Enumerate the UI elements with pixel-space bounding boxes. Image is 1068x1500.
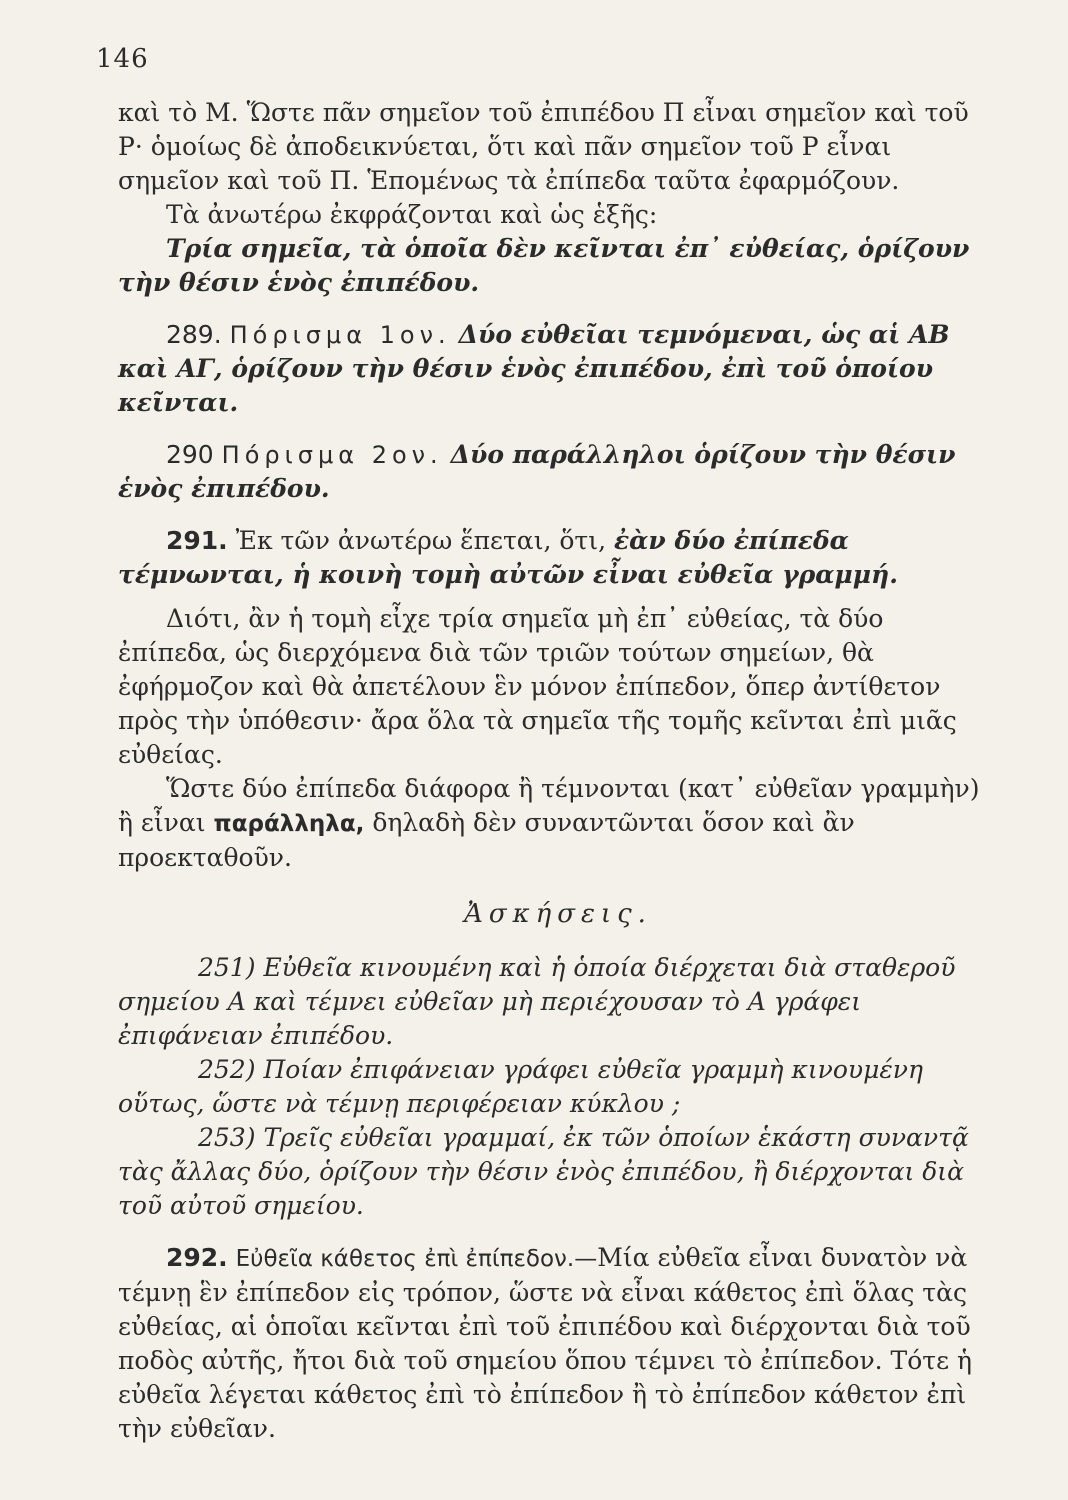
corollary-label: Πόρισμα 1ον. [229,321,451,349]
exercises-heading: Ἀσκήσεις. [464,899,652,929]
exercise-text: Εὐθεῖα κινουμένη καὶ ἡ ὁποία διέρχεται διὰ σταθεροῦ σημείου Α καὶ τέμνει εὐθεῖαν μὴ περιέχουσαν τὸ Α γράφει ἐπιφάνειαν ἐπιπέδου. [118,953,956,1050]
term-parallel: παράλληλα, [213,811,365,837]
section-292 [118,1241,998,1446]
corollary-label: Πόρισμα 2ον. [221,441,443,469]
exercise-252 [118,1053,998,1121]
section-290 [118,438,998,506]
paragraph-proof-end: καὶ τὸ Μ. Ὥστε πᾶν σημεῖον τοῦ ἐπιπέδου Π εἶναι σημεῖον καὶ τοῦ Ρ· ὁμοίως δὲ ἀποδεικνύεται, ὅτι καὶ πᾶν σημεῖον τοῦ Ρ εἶναι σημεῖον καὶ τοῦ Π. Ἑπομένως τὰ ἐπίπεδα ταῦτα ἐφαρμόζουν. [118,98,969,195]
section-number: 290 [166,440,214,469]
paragraph-conclusion [118,772,998,875]
exercise-253 [118,1121,998,1223]
section-289 [118,318,998,420]
corollary-text: Δύο εὐθεῖαι τεμνόμεναι, ὡς αἱ ΑΒ καὶ ΑΓ, ὁρίζουν τὴν θέσιν ἑνὸς ἐπιπέδου, ἐπὶ τοῦ ὁποίου κεῖνται. [118,320,950,417]
conclusion-text-end: δηλαδὴ δὲν συναντῶνται ὅσον καὶ ἂν προεκταθοῦν. [118,808,855,872]
section-statement: ἐὰν δύο ἐπίπεδα τέμνωνται, ἡ κοινὴ τομὴ αὐτῶν εἶναι εὐθεῖα γραμμή. [118,526,898,589]
section-intro: Ἐκ τῶν ἀνωτέρω ἕπεται, ὅτι, [235,526,607,555]
page-number: 146 [96,44,149,74]
section-title: Εὐθεῖα κάθετος ἐπὶ ἐπίπεδον.— [235,1246,598,1272]
paragraph-proof: Διότι, ἂν ἡ τομὴ εἶχε τρία σημεῖα μὴ ἐπ᾿ εὐθείας, τὰ δύο ἐπίπεδα, ὡς διερχόμενα διὰ τῶν τριῶν τούτων σημείων, θὰ ἐφήρμοζον καὶ θὰ ἀπετέλουν ἓν μόνον ἐπίπεδον, ὅπερ ἀντίθετον πρὸς τὴν ὑπόθεσιν· ἄρα ὅλα τὰ σημεῖα τῆς τομῆς κεῖνται ἐπὶ μιᾶς εὐθείας. [118,604,957,769]
exercise-number: 253) [198,1123,256,1152]
conclusion-text-start: Ὥστε δύο ἐπίπεδα διάφορα ἢ τέμνονται (κατ᾿ εὐθεῖαν γραμμὴν) ἢ εἶναι [118,774,980,837]
exercise-text: Τρεῖς εὐθεῖαι γραμμαί, ἐκ τῶν ὁποίων ἑκάστη συναντᾷ τὰς ἄλλας δύο, ὁρίζουν τὴν θέσιν ἑνὸς ἐπιπέδου, ἢ διέρχονται διὰ τοῦ αὐτοῦ σημείου. [118,1123,969,1220]
exercise-text: Ποίαν ἐπιφάνειαν γράφει εὐθεῖα γραμμὴ κινουμένη οὕτως, ὥστε νὰ τέμνῃ περιφέρειαν κύκλου ; [118,1055,923,1118]
exercise-number: 252) [198,1055,256,1084]
section-number: 292. [166,1243,228,1272]
exercise-251 [118,951,998,1053]
page-body [118,96,998,1446]
corollary-text: Δύο παράλληλοι ὁρίζουν τὴν θέσιν ἑνὸς ἐπιπέδου. [118,440,956,503]
paragraph-theorem-statement: Τρία σημεῖα, τὰ ὁποῖα δὲν κεῖνται ἐπ᾿ εὐθείας, ὁρίζουν τὴν θέσιν ἑνὸς ἐπιπέδου. [118,234,970,297]
exercise-number: 251) [198,953,256,982]
section-number: 289. [166,320,222,349]
section-291 [118,524,998,592]
section-text: Μία εὐθεῖα εἶναι δυνατὸν νὰ τέμνῃ ἓν ἐπίπεδον εἰς τρόπον, ὥστε νὰ εἶναι κάθετος ἐπὶ ὅλας τὰς εὐθείας, αἱ ὁποῖαι κεῖνται ἐπὶ τοῦ ἐπιπέδου καὶ διέρχονται διὰ τοῦ ποδὸς αὐτῆς, ἤτοι διὰ τοῦ σημείου ὅπου τέμνει τὸ ἐπίπεδον. Τότε ἡ εὐθεῖα λέγεται κάθετος ἐπὶ τὸ ἐπίπεδον ἢ τὸ ἐπίπεδον κάθετον ἐπὶ τὴν εὐθεῖαν. [118,1243,972,1443]
paragraph-restatement-intro: Τὰ ἀνωτέρω ἐκφράζονται καὶ ὡς ἑξῆς: [166,200,658,229]
section-number: 291. [166,526,228,555]
